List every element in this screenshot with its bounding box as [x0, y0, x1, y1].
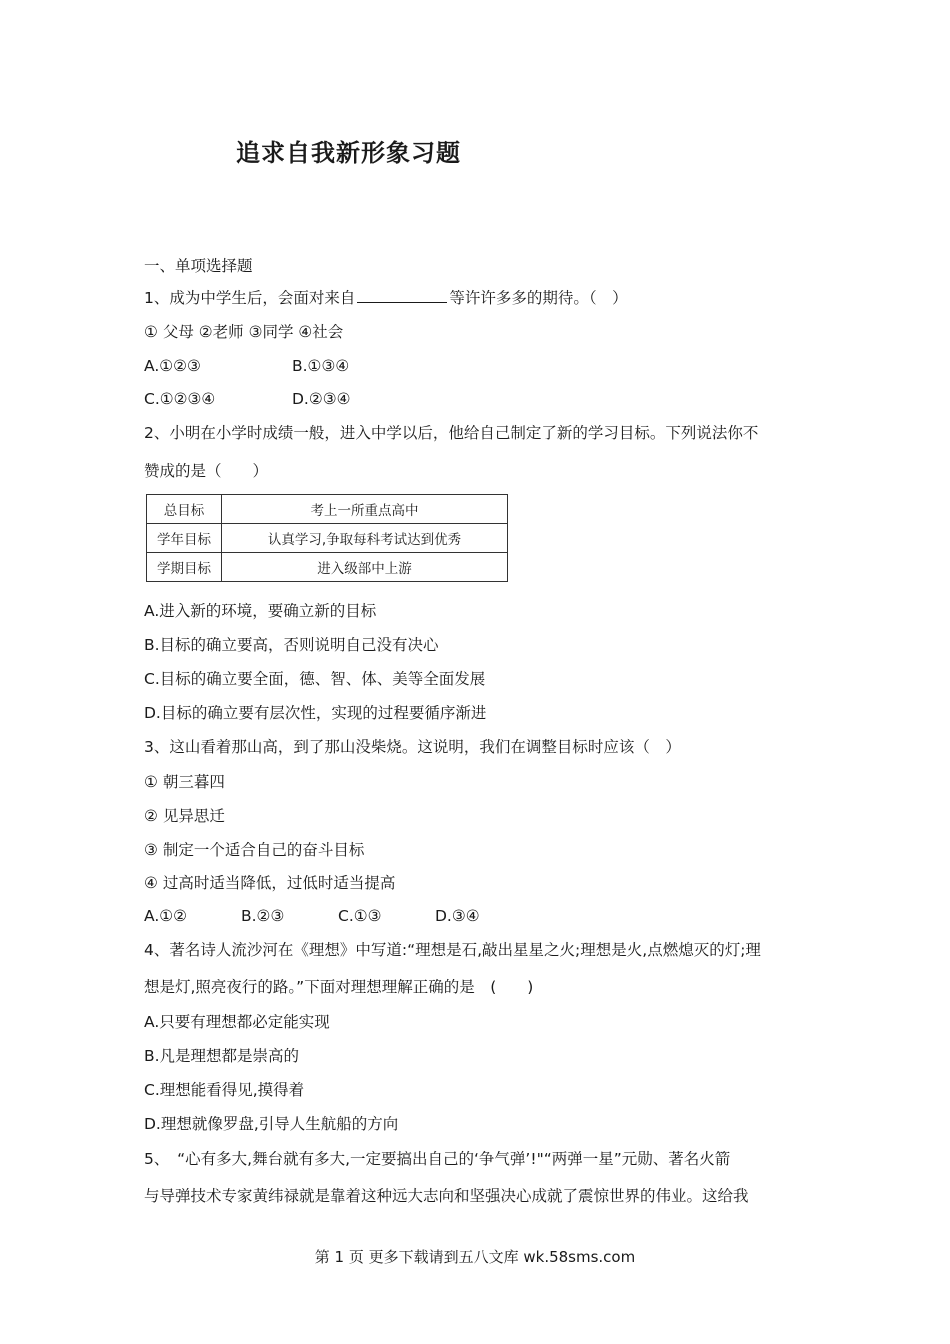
- q3-option-d: D.③④: [435, 907, 480, 925]
- q3-option-c: C.①③: [338, 907, 382, 925]
- question-2-stem-line1: 2、小明在小学时成绩一般，进入中学以后，他给自己制定了新的学习目标。下列说法你不: [144, 424, 759, 442]
- table-cell-key: 学年目标: [147, 524, 222, 553]
- q3-item-3: ③ 制定一个适合自己的奋斗目标: [144, 841, 365, 859]
- q4-option-c: C.理想能看得见,摸得着: [144, 1081, 305, 1099]
- q1-option-d: D.②③④: [292, 390, 351, 408]
- goal-table: [146, 494, 508, 582]
- q1-option-a: A.①②③: [144, 357, 201, 375]
- section-heading: 一、单项选择题: [144, 257, 253, 275]
- question-4-stem-line1: 4、著名诗人流沙河在《理想》中写道:“理想是石,敲出星星之火;理想是火,点燃熄灭的灯;理: [144, 941, 761, 959]
- table-cell-value: 进入级部中上游: [222, 553, 508, 582]
- page-footer: 第 1 页 更多下载请到五八文库 wk.58sms.com: [314, 1248, 636, 1266]
- q1-option-c: C.①②③④: [144, 390, 216, 408]
- table-cell-value: 认真学习,争取每科考试达到优秀: [222, 524, 508, 553]
- question-1-options-row1: [144, 356, 349, 376]
- document-title: 追求自我新形象习题: [236, 139, 461, 167]
- q4-option-a: A.只要有理想都必定能实现: [144, 1013, 330, 1031]
- q2-option-c: C.目标的确立要全面，德、智、体、美等全面发展: [144, 670, 486, 688]
- question-1-stem: [144, 288, 628, 308]
- table-row: [147, 553, 508, 582]
- table-row: [147, 495, 508, 524]
- question-3-stem: 3、这山看着那山高，到了那山没柴烧。这说明，我们在调整目标时应该（ ）: [144, 738, 681, 756]
- q4-option-b: B.凡是理想都是崇高的: [144, 1047, 300, 1065]
- q2-option-d: D.目标的确立要有层次性，实现的过程要循序渐进: [144, 704, 487, 722]
- q2-option-a: A.进入新的环境，要确立新的目标: [144, 602, 377, 620]
- q3-item-1: ① 朝三暮四: [144, 773, 225, 791]
- question-5-stem-line2: 与导弹技术专家黄纬禄就是靠着这种远大志向和坚强决心成就了震惊世界的伟业。这给我: [144, 1187, 749, 1205]
- table-cell-value: 考上一所重点高中: [222, 495, 508, 524]
- question-3-options: [144, 906, 480, 926]
- q3-item-4: ④ 过高时适当降低，过低时适当提高: [144, 874, 396, 892]
- table-cell-key: 总目标: [147, 495, 222, 524]
- q3-option-a: A.①②: [144, 907, 188, 925]
- q4-option-d: D.理想就像罗盘,引导人生航船的方向: [144, 1115, 399, 1133]
- question-1-items: ① 父母 ②老师 ③同学 ④社会: [144, 323, 344, 341]
- question-5-stem-line1: 5、 “心有多大,舞台就有多大,一定要搞出自己的‘争气弹’!"“两弹一星”元勋、著名火箭: [144, 1150, 731, 1168]
- table-row: [147, 524, 508, 553]
- q1-stem-after: 等许许多多的期待。（ ）: [449, 289, 628, 307]
- question-1-options-row2: [144, 389, 351, 409]
- table-cell-key: 学期目标: [147, 553, 222, 582]
- q1-option-b: B.①③④: [292, 357, 350, 375]
- answer-blank: [357, 288, 447, 303]
- question-2-stem-line2: 赞成的是（ ）: [144, 462, 269, 480]
- q3-option-b: B.②③: [241, 907, 285, 925]
- q1-stem-before: 1、成为中学生后，会面对来自: [144, 289, 356, 307]
- q2-option-b: B.目标的确立要高，否则说明自己没有决心: [144, 636, 439, 654]
- question-4-stem-line2: 想是灯,照亮夜行的路。”下面对理想理解正确的是 ( ): [144, 978, 534, 996]
- q3-item-2: ② 见异思迁: [144, 807, 225, 825]
